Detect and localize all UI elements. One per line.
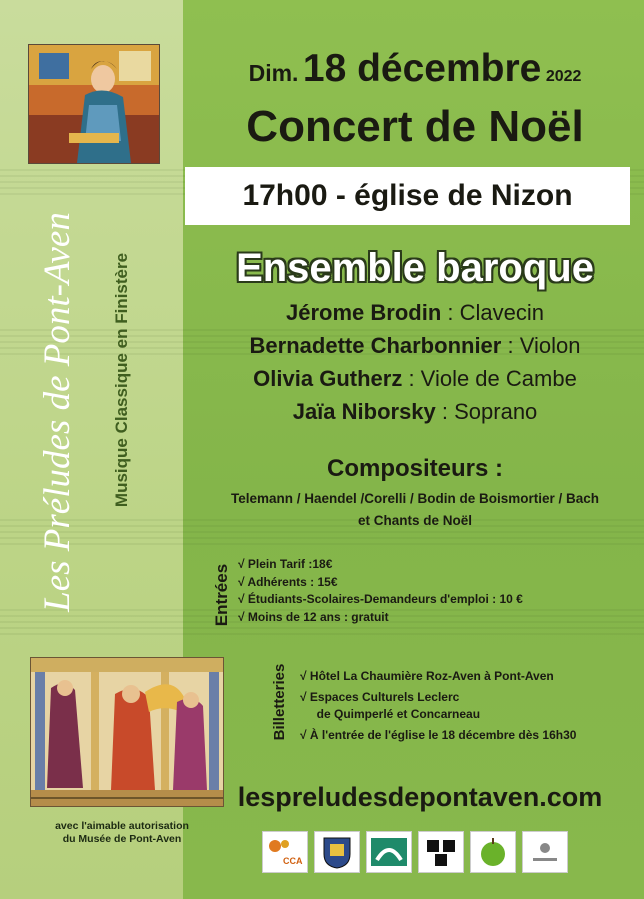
date-year: 2022: [545, 68, 582, 85]
credit-line-1: avec l'aimable autorisation: [55, 820, 189, 832]
musician-row: [186, 296, 644, 329]
composers-list: [200, 488, 630, 532]
musician-role: : Soprano: [435, 399, 538, 424]
musician-row: [186, 362, 644, 395]
ensemble-heading: Ensemble baroque: [236, 246, 594, 290]
musician-name: Olivia Gutherz: [253, 366, 403, 391]
composers-heading: Compositeurs :: [326, 455, 503, 482]
entrees-label: Entrées: [212, 563, 231, 627]
concert-title: Concert de Noël: [246, 102, 584, 151]
annunciation-painting: [30, 657, 224, 807]
entree-item: √ Adhérents : 15€: [238, 574, 338, 589]
town-crest-logo: [314, 831, 360, 873]
cca-logo: [262, 831, 308, 873]
billetterie-item: √ Hôtel La Chaumière Roz-Aven à Pont-Aven: [300, 669, 554, 683]
billetterie-item: √ Espaces Culturels Leclerc: [300, 690, 460, 704]
billetterie-item: √ À l'entrée de l'église le 18 décembre dès 16h30: [300, 728, 577, 742]
musician-row: [186, 329, 644, 362]
musician-name: Jérome Brodin: [286, 300, 442, 325]
composers-line-2: et Chants de Noël: [357, 513, 473, 528]
musician-row: [186, 395, 644, 428]
sponsor-logos: [262, 831, 562, 873]
musician-role: : Clavecin: [441, 300, 544, 325]
composers-line-1: Telemann / Haendel /Corelli / Bodin de Boismortier / Bach: [230, 491, 600, 506]
museum-credit: [22, 820, 222, 846]
concert-date: [186, 47, 644, 91]
credit-line-2: du Musée de Pont-Aven: [62, 833, 182, 845]
billetterie-item: de Quimperlé et Concarneau: [300, 707, 481, 721]
musicians-list: [186, 296, 644, 428]
apple-logo: [470, 831, 516, 873]
musician-name: Jaïa Niborsky: [292, 399, 436, 424]
series-subtitle: Musique Classique en Finistère: [112, 252, 131, 508]
time-place-text: 17h00 - église de Nizon: [242, 179, 573, 212]
entree-item: √ Plein Tarif :18€: [238, 557, 333, 571]
woman-portrait-painting: [28, 44, 160, 164]
credit-agricole-logo: [366, 831, 412, 873]
entree-item: √ Moins de 12 ans : gratuit: [238, 609, 389, 624]
musician-name: Bernadette Charbonnier: [249, 333, 502, 358]
musician-role: : Viole de Cambe: [402, 366, 577, 391]
billetteries-label: Billetteries: [271, 663, 288, 741]
music-logo: [418, 831, 464, 873]
website-link[interactable]: lespreludesdepontaven.com: [237, 782, 603, 812]
entree-item: √ Étudiants-Scolaires-Demandeurs d'emploi : 10 €: [238, 592, 523, 606]
date-day: Dim.: [248, 60, 299, 86]
series-title: Les Préludes de Pont-Aven: [37, 212, 78, 612]
entrees-list: [238, 556, 618, 626]
municipal-logo: [522, 831, 568, 873]
musician-role: : Violon: [501, 333, 581, 358]
date-main: 18 décembre: [302, 47, 542, 90]
billetteries-list: [300, 668, 640, 744]
svg-text:CCA: CCA: [283, 856, 303, 866]
